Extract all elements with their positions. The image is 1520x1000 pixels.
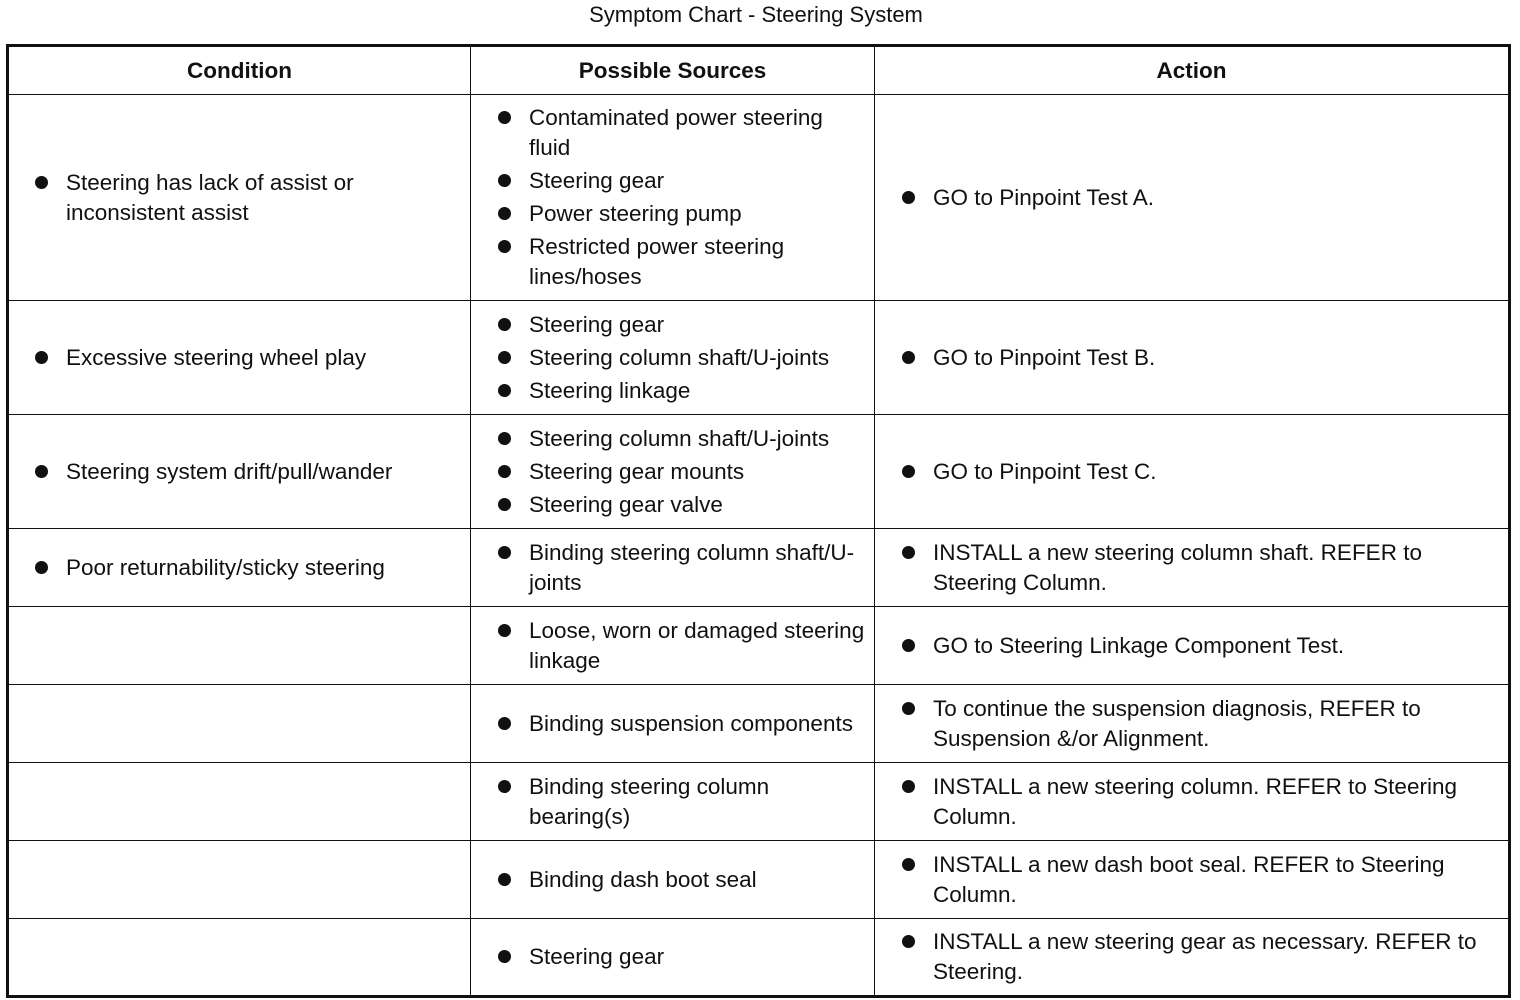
source-item: Binding steering column shaft/U-joints	[495, 538, 866, 598]
source-item: Binding suspension components	[495, 709, 866, 739]
sources-cell	[471, 415, 875, 529]
action-item: GO to Pinpoint Test A.	[899, 183, 1498, 213]
sources-cell	[471, 607, 875, 685]
table-row	[8, 919, 1510, 997]
source-item: Binding dash boot seal	[495, 865, 866, 895]
action-cell	[875, 685, 1510, 763]
source-item: Steering column shaft/U-joints	[495, 424, 866, 454]
action-cell	[875, 301, 1510, 415]
condition-cell	[8, 415, 471, 529]
table-row	[8, 95, 1510, 301]
symptom-table	[6, 44, 1511, 998]
action-item: INSTALL a new steering column shaft. REFER to Steering Column.	[899, 538, 1498, 598]
action-column-header: Action	[875, 46, 1510, 95]
source-item: Restricted power steering lines/hoses	[495, 232, 866, 292]
action-cell	[875, 841, 1510, 919]
table-row	[8, 607, 1510, 685]
source-item: Steering linkage	[495, 376, 866, 406]
source-item: Steering gear	[495, 166, 866, 196]
action-item: INSTALL a new steering column. REFER to Steering Column.	[899, 772, 1498, 832]
action-item: GO to Steering Linkage Component Test.	[899, 631, 1498, 661]
source-item: Steering gear mounts	[495, 457, 866, 487]
action-item: INSTALL a new dash boot seal. REFER to Steering Column.	[899, 850, 1498, 910]
chart-title: Symptom Chart - Steering System	[589, 2, 923, 27]
condition-cell	[8, 95, 471, 301]
condition-cell-empty	[8, 919, 471, 997]
sources-cell	[471, 95, 875, 301]
action-item: To continue the suspension diagnosis, REFER to Suspension &/or Alignment.	[899, 694, 1498, 754]
condition-cell	[8, 301, 471, 415]
condition-cell-empty	[8, 841, 471, 919]
sources-cell	[471, 919, 875, 997]
action-cell	[875, 95, 1510, 301]
source-item: Binding steering column bearing(s)	[495, 772, 866, 832]
action-cell	[875, 529, 1510, 607]
sources-cell	[471, 529, 875, 607]
sources-cell	[471, 685, 875, 763]
source-item: Steering column shaft/U-joints	[495, 343, 866, 373]
table-row	[8, 529, 1510, 607]
possible-sources-column-header: Possible Sources	[471, 46, 875, 95]
sources-cell	[471, 763, 875, 841]
sources-cell	[471, 301, 875, 415]
action-cell	[875, 415, 1510, 529]
source-item: Contaminated power steering fluid	[495, 103, 866, 163]
action-item: INSTALL a new steering gear as necessary. REFER to Steering.	[899, 927, 1498, 987]
action-cell	[875, 919, 1510, 997]
table-row	[8, 301, 1510, 415]
source-item: Steering gear	[495, 310, 866, 340]
table-row	[8, 685, 1510, 763]
condition-cell-empty	[8, 607, 471, 685]
condition-cell	[8, 529, 471, 607]
action-cell	[875, 763, 1510, 841]
condition-item: Excessive steering wheel play	[32, 343, 460, 373]
source-item: Steering gear	[495, 942, 866, 972]
action-item: GO to Pinpoint Test C.	[899, 457, 1498, 487]
table-row	[8, 763, 1510, 841]
table-header-row	[8, 46, 1510, 95]
source-item: Steering gear valve	[495, 490, 866, 520]
condition-cell-empty	[8, 763, 471, 841]
condition-item: Steering has lack of assist or inconsistent assist	[32, 168, 460, 228]
table-row	[8, 415, 1510, 529]
source-item: Loose, worn or damaged steering linkage	[495, 616, 866, 676]
action-item: GO to Pinpoint Test B.	[899, 343, 1498, 373]
sources-cell	[471, 841, 875, 919]
condition-item: Steering system drift/pull/wander	[32, 457, 460, 487]
condition-item: Poor returnability/sticky steering	[32, 553, 460, 583]
action-cell	[875, 607, 1510, 685]
table-row	[8, 841, 1510, 919]
condition-cell-empty	[8, 685, 471, 763]
condition-column-header: Condition	[8, 46, 471, 95]
source-item: Power steering pump	[495, 199, 866, 229]
